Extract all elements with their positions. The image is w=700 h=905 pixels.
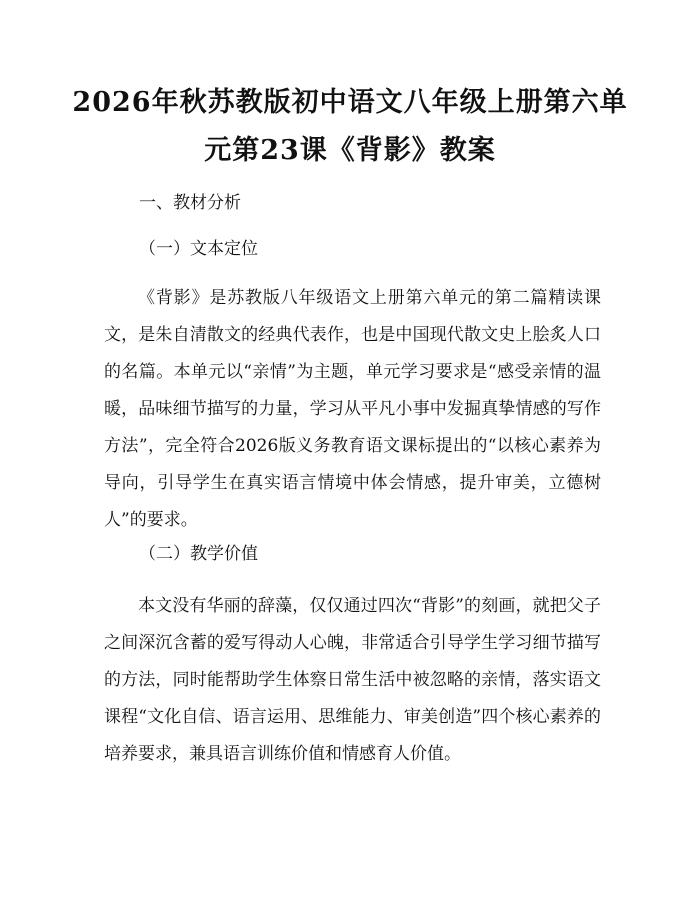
document-title-line-2: 元第23课《背影》教案 — [204, 135, 496, 166]
paragraph-teaching-value: 本文没有华丽的辞藻，仅仅通过四次“背影”的刻画，就把父子之间深沉含蓄的爱写得动人心魄，非常适合引导学生学习细节描写的方法，同时能帮助学生体察日常生活中被忽略的亲情，落实语文课程“文化自信、语言运用、思维能力、审美创造”四个核心素养的培养要求，兼具语言训练价值和情感育人价值。 — [104, 596, 601, 764]
section-heading-textbook-analysis: 一、教材分析 — [139, 193, 241, 213]
subsection-heading-text-positioning: （一）文本定位 — [139, 239, 258, 259]
document-title-line-1: 2026年秋苏教版初中语文八年级上册第六单 — [72, 87, 628, 118]
paragraph-text-positioning: 《背影》是苏教版八年级语文上册第六单元的第二篇精读课文，是朱自清散文的经典代表作，也是中国现代散文史上脍炙人口的名篇。本单元以“亲情”为主题，单元学习要求是“感受亲情的温暖，品味细节描写的力量，学习从平凡小事中发掘真挚情感的写作方法”，完全符合2026版义务教育语文课标提出的“以核心素养为导向，引导学生在真实语言情境中体会情感，提升审美，立德树人”的要求。 — [104, 288, 601, 530]
subsection-heading-teaching-value: （二）教学价值 — [139, 544, 258, 564]
